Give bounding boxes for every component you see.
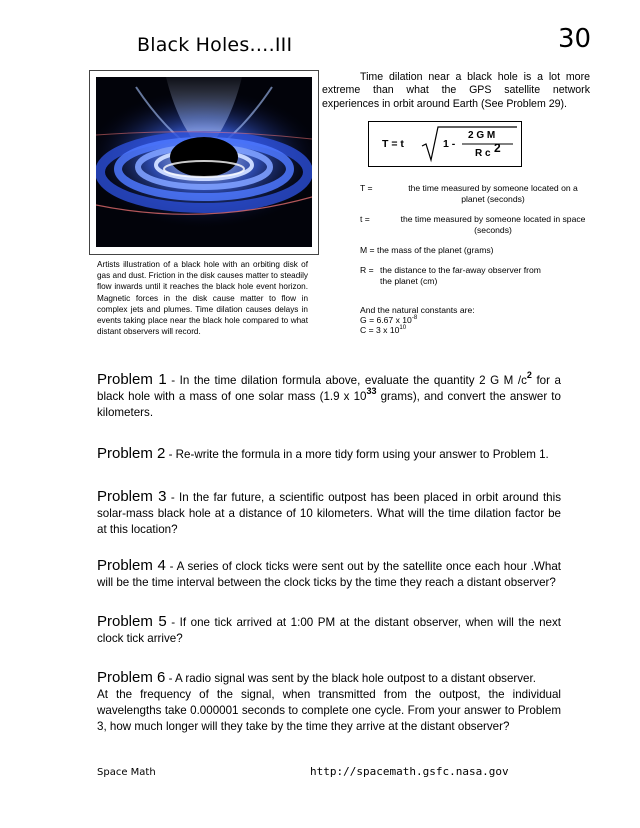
formula-one-minus: 1 - <box>443 138 456 150</box>
definition-text: the time measured by someone located on a planet (seconds) <box>408 183 578 204</box>
problem-title: Problem 4 <box>97 557 166 574</box>
problem-text: - A series of clock ticks were sent out by the satellite once each hour .What will be the time interval between the clock ticks by the time they reach a distant observer? <box>97 560 561 589</box>
problem-text: - In the far future, a scientific outpost has been placed in orbit around this solar-mass black hole at a distance of 10 kilometers. What will the time dilation factor be at this location? <box>97 491 561 536</box>
problem-text: grams), and convert the answer to kilometers. <box>97 390 561 419</box>
natural-constants <box>360 305 600 335</box>
definition-t <box>360 214 595 236</box>
definition-M <box>360 245 595 256</box>
problem-exponent: 2 <box>526 370 532 380</box>
definition-T <box>360 183 595 205</box>
footer-left: Space Math <box>97 767 156 778</box>
constant-C-exp: 10 <box>399 325 407 332</box>
formula-denominator: R c <box>475 148 491 159</box>
definition-text: the mass of the planet (grams) <box>376 245 494 255</box>
constants-heading: And the natural constants are: <box>360 305 475 315</box>
figure-frame <box>89 70 319 255</box>
problem-3 <box>97 489 561 538</box>
intro-paragraph: Time dilation near a black hole is a lot more extreme than what the GPS satellite network experiences in orbit around Earth (See Problem 29). <box>322 71 590 110</box>
problem-text: At the frequency of the signal, when transmitted from the outpost, the individual wavelengths take 0.000001 seconds to complete one cycle. From your answer to Problem 3, how much longer will they take by the time they arrive at the distant observer? <box>97 688 561 733</box>
definition-symbol: T = <box>360 183 373 193</box>
formula-numerator: 2 G M <box>468 130 496 141</box>
problem-4 <box>97 558 561 591</box>
problem-text: - In the time dilation formula above, evaluate the quantity 2 G M /c <box>166 374 527 387</box>
problem-title: Problem 2 <box>97 445 166 462</box>
problem-text: - A radio signal was sent by the black hole outpost to a distant observer. <box>165 672 536 685</box>
problem-5 <box>97 614 561 647</box>
problem-title: Problem 3 <box>97 488 167 505</box>
problem-title: Problem 1 <box>97 371 167 388</box>
formula-lhs: T = t <box>382 138 404 150</box>
definition-symbol: M = <box>360 245 375 255</box>
problem-exponent: 33 <box>366 386 377 396</box>
constant-G-exp: -8 <box>411 315 418 322</box>
definition-text-inner: the distance to the far-away observer from the planet (cm) <box>380 265 541 286</box>
constant-C <box>360 325 600 335</box>
footer-url[interactable]: http://spacemath.gsfc.nasa.gov <box>310 765 509 778</box>
definition-R <box>360 265 595 287</box>
figure-caption: Artists illustration of a black hole with an orbiting disk of gas and dust. Friction in the disk causes matter to steadily flow inwards until it reaches the black hole event horizon. Magnetic forces in the disk cause matter to flow in complex jets and plumes. Time dilation causes delays in events taking place near the black hole compared to what distant observers will record. <box>97 260 308 337</box>
definition-text: the time measured by someone located in space (seconds) <box>400 214 586 235</box>
black-hole-illustration <box>96 77 312 247</box>
definition-symbol: R = <box>360 265 374 275</box>
formula-box <box>368 121 522 167</box>
constant-G <box>360 315 600 325</box>
constant-C-base: C = 3 x 10 <box>360 325 400 335</box>
problem-title: Problem 5 <box>97 613 167 630</box>
page-number: 30 <box>558 24 592 54</box>
problem-text: - If one tick arrived at 1:00 PM at the distant observer, when will the next clock tick arrive? <box>97 616 561 645</box>
black-hole-graphic <box>96 77 312 247</box>
definition-text <box>380 265 555 287</box>
formula-exponent: 2 <box>494 141 501 155</box>
problem-text: - Re-write the formula in a more tidy form using your answer to Problem 1. <box>165 448 549 461</box>
problem-6 <box>97 670 561 735</box>
definition-symbol: t = <box>360 214 370 224</box>
problem-1 <box>97 372 561 421</box>
problem-title: Problem 6 <box>97 669 166 686</box>
page-title: Black Holes….III <box>137 34 293 56</box>
problem-text: for a black hole with a mass of one solar mass (1.9 x 10 <box>97 374 561 403</box>
variable-definitions <box>360 183 595 296</box>
constant-G-base: G = 6.67 x 10 <box>360 315 412 325</box>
problem-2 <box>97 446 561 463</box>
